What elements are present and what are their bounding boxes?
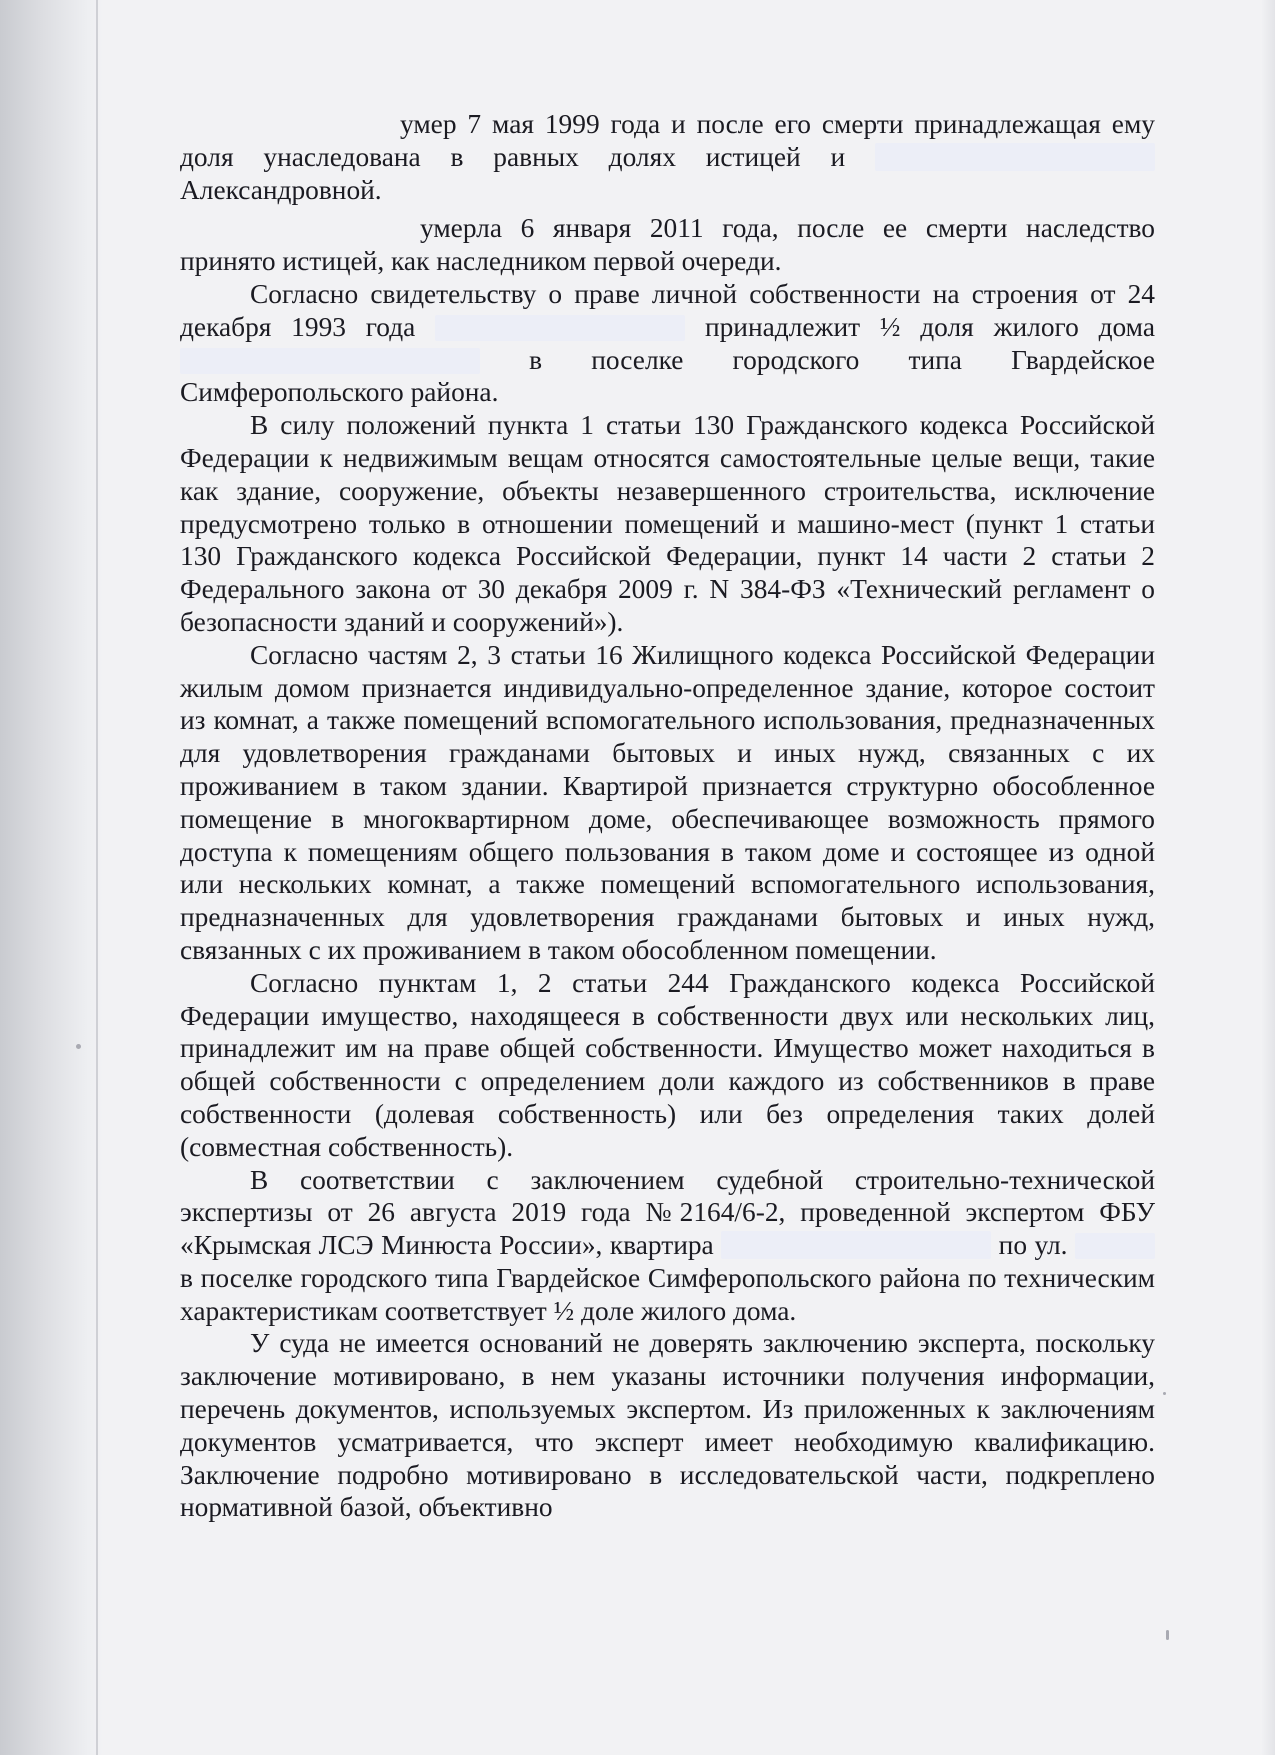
binding-edge: [96, 0, 98, 1755]
paragraph-3-text-a: Согласно свидетельству о праве личной собственности на строения от 24 декабря 1993 года: [180, 278, 1155, 342]
paragraph-1-text-a: умер 7 мая 1999 года и после его смерти принадлежащая ему доля унаследована в равных долях истицей и: [180, 109, 1155, 172]
redacted-street: [1075, 1233, 1155, 1259]
redacted-name: [435, 315, 685, 341]
paragraph-7: [180, 1164, 1155, 1328]
redacted-name: [180, 112, 400, 138]
paragraph-3-text-b: принадлежит ½ доля жилого дома: [704, 311, 1155, 342]
redacted-name: [875, 143, 1155, 171]
paragraph-7-text-b: по ул.: [998, 1230, 1068, 1261]
paragraph-2-text: умерла 6 января 2011 года, после ее смерти наследство принято истицей, как наследником первой очереди.: [180, 213, 1155, 277]
redacted-address: [180, 348, 480, 374]
paragraph-1-text-b: Александровной.: [180, 174, 382, 205]
scan-speck: [76, 1044, 81, 1049]
scan-speck: [1166, 1630, 1169, 1640]
binding-shadow: [0, 0, 104, 1755]
paragraph-7-text-a: В соответствии с заключением судебной строительно-технической экспертизы от 26 августа 2019 года №2164/6-2, проведенной экспертом ФБУ «Крымская ЛСЭ Минюста России», квартира: [180, 1164, 1155, 1261]
paragraph-7-text-c: в поселке городского типа Гвардейское Симферопольского района по техническим характеристикам соответствует ½ доле жилого дома.: [180, 1262, 1155, 1326]
paragraph-1: [180, 108, 1155, 206]
paragraph-3: [180, 278, 1155, 409]
document-body: [180, 108, 1155, 1524]
paragraph-3-text-c: в поселке городского типа Гвардейское Симферопольского района.: [180, 344, 1155, 408]
scan-speck: [1163, 1392, 1166, 1395]
paragraph-4: В силу положений пункта 1 статьи 130 Гражданского кодекса Российской Федерации к недвижимым вещам относятся самостоятельные целые вещи, такие как здание, сооружение, объекты незавершенного строительства, исключение предусмотрено только в отношении помещений и машино-мест (пункт 1 статьи 130 Гражданского кодекса Российской Федерации, пункт 14 части 2 статьи 2 Федерального закона от 30 декабря 2009 г. N 384-ФЗ «Технический регламент о безопасности зданий и сооружений»).: [180, 410, 1155, 637]
redacted-name: [180, 216, 420, 242]
paragraph-5: Согласно частям 2, 3 статьи 16 Жилищного кодекса Российской Федерации жилым домом признается индивидуально-определенное здание, которое состоит из комнат, а также помещений вспомогательного использования, предназначенных для удовлетворения гражданами бытовых и иных нужд, связанных с их проживанием в таком здании. Квартирой признается структурно обособленное помещение в многоквартирном доме, обеспечивающее возможность прямого доступа к помещениям общего пользования в таком доме и состоящее из одной или нескольких комнат, а также помещений вспомогательного использования, предназначенных для удовлетворения гражданами бытовых и иных нужд, связанных с их проживанием в таком обособленном помещении.: [180, 639, 1155, 965]
redacted-address: [721, 1231, 991, 1259]
paragraph-2: [180, 212, 1155, 278]
paragraph-6: Согласно пунктам 1, 2 статьи 244 Гражданского кодекса Российской Федерации имущество, находящееся в собственности двух или нескольких лиц, принадлежит им на праве общей собственности. Имущество может находиться в общей собственности с определением доли каждого из собственников в праве собственности (долевая собственность) или без определения таких долей (совместная собственность).: [180, 967, 1155, 1162]
page-edge: [1261, 0, 1275, 1755]
paragraph-8: У суда не имеется оснований не доверять заключению эксперта, поскольку заключение мотивировано, в нем указаны источники получения информации, перечень документов, используемых экспертом. Из приложенных к заключениям документов усматривается, что эксперт имеет необходимую квалификацию. Заключение подробно мотивировано в исследовательской части, подкреплено нормативной базой, объективно: [180, 1328, 1155, 1523]
